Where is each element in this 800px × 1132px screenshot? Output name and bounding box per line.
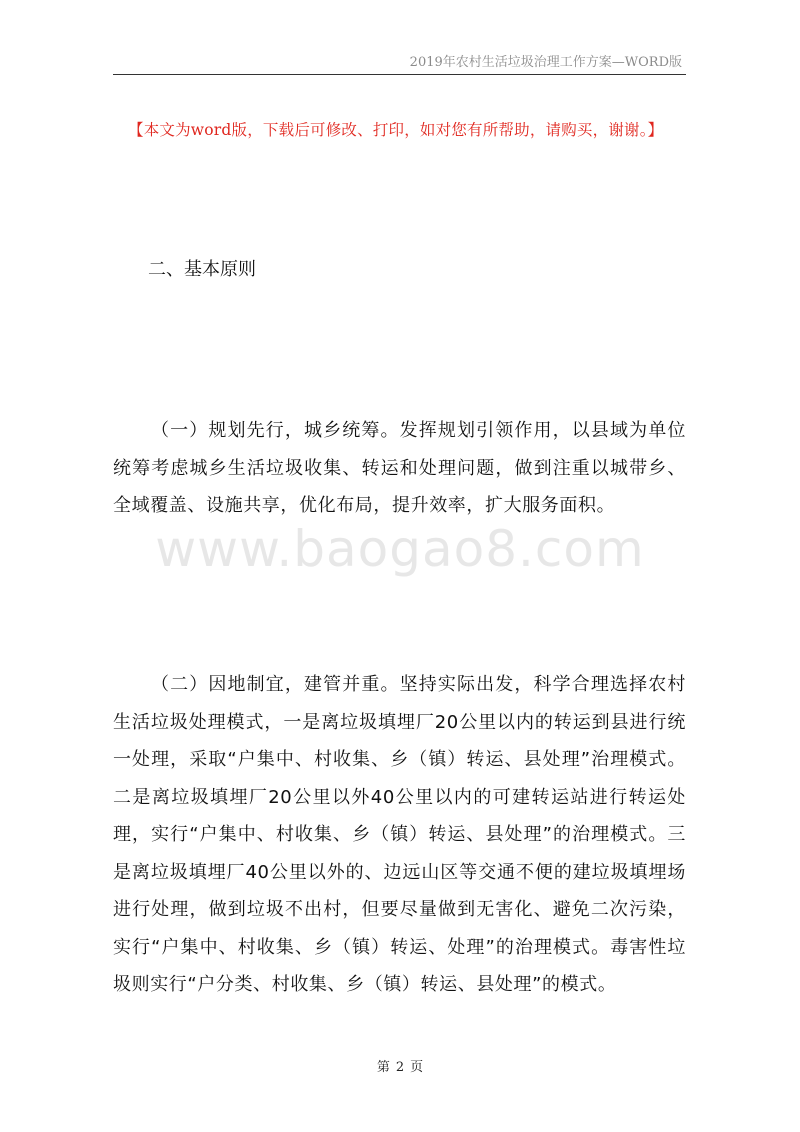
section-heading: 二、基本原则	[148, 259, 256, 280]
footer-prefix: 第	[376, 1060, 390, 1075]
paragraph-principle-2: （二）因地制宜，建管并重。坚持实际出发，科学合理选择农村生活垃圾处理模式，一是离垃圾填埋厂20公里以内的转运到县进行统一处理，采取“户集中、村收集、乡（镇）转运、县处理”治理模式。二是离垃圾填埋厂20公里以外40公里以内的可建转运站进行转运处理，实行“户集中、村收集、乡（镇）转运、县处理”的治理模式。三是离垃圾填埋厂40公里以外的、边远山区等交通不便的建垃圾填埋场进行处理，做到垃圾不出村，但要尽量做到无害化、避免二次污染，实行“户集中、村收集、乡（镇）转运、处理”的治理模式。毒害性垃圾则实行“户分类、村收集、乡（镇）转运、县处理”的模式。	[113, 674, 686, 995]
page-footer	[0, 1056, 800, 1075]
page-number: 2	[395, 1060, 405, 1075]
purchase-notice: 【本文为word版，下载后可修改、打印，如对您有所帮助，请购买，谢谢。】	[128, 121, 664, 139]
header-title: 2019年农村生活垃圾治理工作方案—WORD版	[409, 55, 682, 70]
paragraph-principle-1: （一）规划先行，城乡统筹。发挥规划引领作用，以县域为单位统筹考虑城乡生活垃圾收集、转运和处理问题，做到注重以城带乡、全域覆盖、设施共享，优化布局，提升效率，扩大服务面积。	[113, 420, 686, 516]
footer-suffix: 页	[410, 1060, 424, 1075]
header-divider	[113, 74, 686, 75]
watermark: www.baogao8.com	[155, 520, 645, 578]
